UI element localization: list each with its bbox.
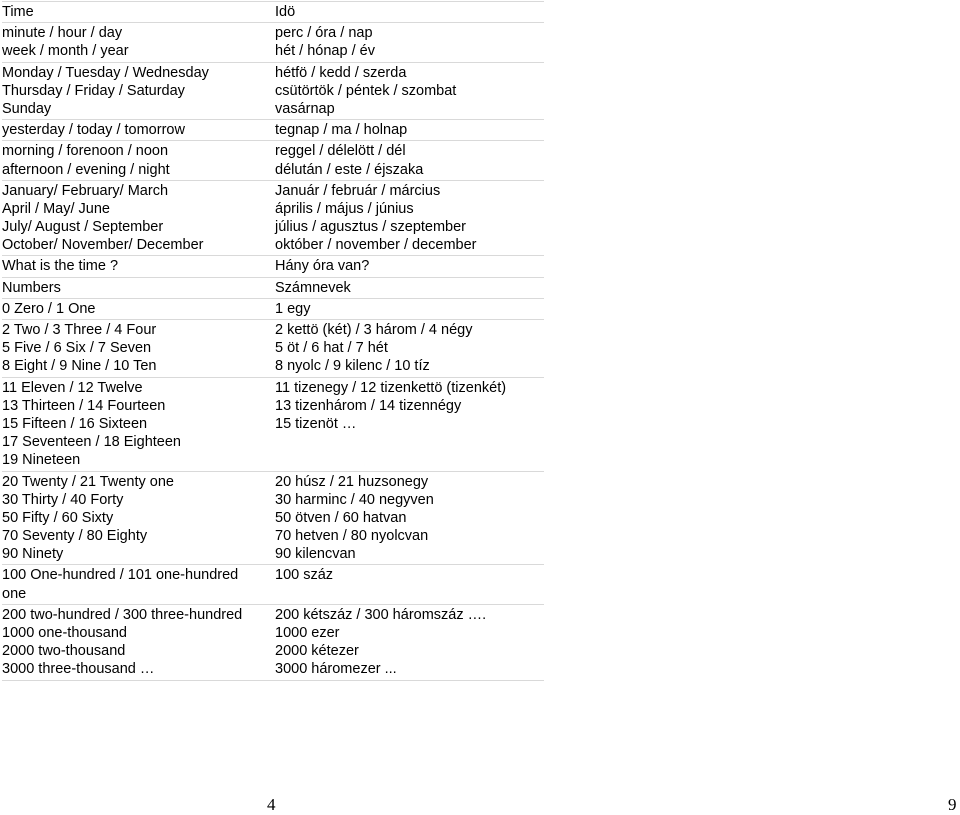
table-group	[2, 1, 544, 23]
english-term: 0 Zero / 1 One	[2, 300, 96, 317]
hungarian-term: július / agusztus / szeptember	[275, 219, 467, 236]
table-row	[2, 660, 544, 678]
hungarian-term: délután / este / éjszaka	[275, 161, 424, 178]
english-term: one	[2, 585, 27, 602]
hungarian-term: 90 kilencvan	[275, 546, 356, 563]
english-term: What is the time ?	[2, 258, 119, 275]
table-row	[2, 321, 544, 339]
table-row	[2, 142, 544, 160]
vocabulary-table	[2, 1, 544, 681]
english-term: Numbers	[2, 279, 61, 296]
table-row	[2, 300, 544, 318]
hungarian-term: október / november / december	[275, 237, 477, 254]
table-row	[2, 415, 544, 433]
hungarian-term: csütörtök / péntek / szombat	[275, 82, 457, 99]
page-number-right: 9	[948, 795, 957, 814]
hungarian-term: vasárnap	[275, 100, 335, 117]
english-term: Time	[2, 4, 34, 20]
hungarian-term: 5 öt / 6 hat / 7 hét	[275, 340, 388, 357]
table-group	[2, 278, 544, 299]
table-group	[2, 181, 544, 257]
table-row	[2, 451, 544, 469]
table-group	[2, 141, 544, 180]
english-term: 70 Seventy / 80 Eighty	[2, 528, 148, 545]
hungarian-term: 200 kétszáz / 300 háromszáz ….	[275, 606, 487, 623]
page-number-left: 4	[267, 795, 276, 814]
hungarian-term: perc / óra / nap	[275, 25, 373, 42]
table-row	[2, 624, 544, 642]
english-term: minute / hour / day	[2, 25, 123, 42]
hungarian-term: 30 harminc / 40 negyven	[275, 491, 434, 508]
table-row	[2, 339, 544, 357]
english-term: 19 Nineteen	[2, 452, 81, 469]
hungarian-term: 15 tizenöt …	[275, 415, 357, 432]
hungarian-term	[275, 585, 544, 603]
english-term: Monday / Tuesday / Wednesday	[2, 64, 209, 81]
table-group	[2, 120, 544, 141]
hungarian-term: 3000 háromezer ...	[275, 661, 397, 678]
hungarian-term: 70 hetven / 80 nyolcvan	[275, 528, 429, 545]
table-row	[2, 566, 544, 584]
english-term: 3000 three-thousand …	[2, 661, 155, 678]
english-term: 30 Thirty / 40 Forty	[2, 491, 124, 508]
table-row	[2, 42, 544, 60]
table-row	[2, 257, 544, 275]
english-term: 90 Ninety	[2, 546, 64, 563]
table-group	[2, 472, 544, 566]
hungarian-term: hétfö / kedd / szerda	[275, 64, 407, 81]
table-row	[2, 121, 544, 139]
english-term: morning / forenoon / noon	[2, 143, 169, 160]
hungarian-term: 8 nyolc / 9 kilenc / 10 tíz	[275, 358, 430, 375]
table-row	[2, 100, 544, 118]
table-group	[2, 23, 544, 62]
table-row	[2, 218, 544, 236]
english-term: 200 two-hundred / 300 three-hundred	[2, 606, 243, 623]
hungarian-term: 11 tizenegy / 12 tizenkettö (tizenkét)	[275, 379, 507, 396]
table-row	[2, 473, 544, 491]
table-row	[2, 279, 544, 297]
english-term: 20 Twenty / 21 Twenty one	[2, 473, 174, 490]
hungarian-term: Hány óra van?	[275, 258, 370, 275]
english-term: 100 One-hundred / 101 one-hundred	[2, 567, 239, 584]
table-row	[2, 509, 544, 527]
hungarian-term: 50 ötven / 60 hatvan	[275, 509, 407, 526]
table-group	[2, 378, 544, 472]
table-group	[2, 605, 544, 681]
table-group	[2, 565, 544, 604]
hungarian-term: 100 száz	[275, 567, 334, 584]
table-row	[2, 82, 544, 100]
english-term: 2000 two-thousand	[2, 643, 126, 660]
hungarian-term: 2000 kétezer	[275, 643, 359, 660]
table-row	[2, 642, 544, 660]
hungarian-term: 1000 ezer	[275, 625, 340, 641]
english-term: 2 Two / 3 Three / 4 Four	[2, 322, 157, 338]
english-term: Sunday	[2, 100, 52, 117]
table-row	[2, 397, 544, 415]
hungarian-term: tegnap / ma / holnap	[275, 122, 408, 139]
table-group	[2, 63, 544, 121]
english-term: 15 Fifteen / 16 Sixteen	[2, 415, 148, 432]
hungarian-term: április / május / június	[275, 200, 414, 217]
table-row	[2, 527, 544, 545]
hungarian-term: Számnevek	[275, 279, 351, 296]
table-group	[2, 256, 544, 277]
hungarian-term: 13 tizenhárom / 14 tizennégy	[275, 397, 462, 414]
hungarian-term: Január / február / március	[275, 182, 441, 199]
table-row	[2, 585, 544, 603]
english-term: week / month / year	[2, 43, 129, 60]
table-row	[2, 200, 544, 218]
english-term: 13 Thirteen / 14 Fourteen	[2, 397, 166, 414]
english-term: April / May/ June	[2, 200, 110, 217]
hungarian-term	[275, 433, 544, 451]
table-row	[2, 357, 544, 375]
hungarian-term: 2 kettö (két) / 3 három / 4 négy	[275, 322, 473, 338]
english-term: January/ February/ March	[2, 182, 169, 199]
table-group	[2, 299, 544, 320]
table-row	[2, 491, 544, 509]
table-row	[2, 3, 544, 21]
table-row	[2, 161, 544, 179]
english-term: 50 Fifty / 60 Sixty	[2, 509, 114, 526]
hungarian-term: hét / hónap / év	[275, 43, 375, 60]
english-term: October/ November/ December	[2, 237, 204, 254]
english-term: afternoon / evening / night	[2, 161, 170, 178]
hungarian-term: reggel / délelött / dél	[275, 143, 406, 160]
table-row	[2, 379, 544, 397]
hungarian-term	[275, 451, 544, 469]
english-term: 1000 one-thousand	[2, 625, 127, 641]
english-term: Thursday / Friday / Saturday	[2, 82, 185, 99]
hungarian-term: 20 húsz / 21 huzsonegy	[275, 473, 429, 490]
hungarian-term: Idö	[275, 4, 296, 20]
english-term: 8 Eight / 9 Nine / 10 Ten	[2, 358, 157, 375]
hungarian-term: 1 egy	[275, 300, 311, 317]
english-term: yesterday / today / tomorrow	[2, 122, 185, 139]
english-term: 17 Seventeen / 18 Eighteen	[2, 434, 181, 451]
table-row	[2, 64, 544, 82]
english-term: July/ August / September	[2, 219, 164, 236]
english-term: 5 Five / 6 Six / 7 Seven	[2, 340, 152, 357]
table-group	[2, 320, 544, 378]
table-row	[2, 606, 544, 624]
table-row	[2, 545, 544, 563]
table-row	[2, 236, 544, 254]
table-row	[2, 433, 544, 451]
table-row	[2, 24, 544, 42]
english-term: 11 Eleven / 12 Twelve	[2, 379, 143, 396]
table-row	[2, 182, 544, 200]
